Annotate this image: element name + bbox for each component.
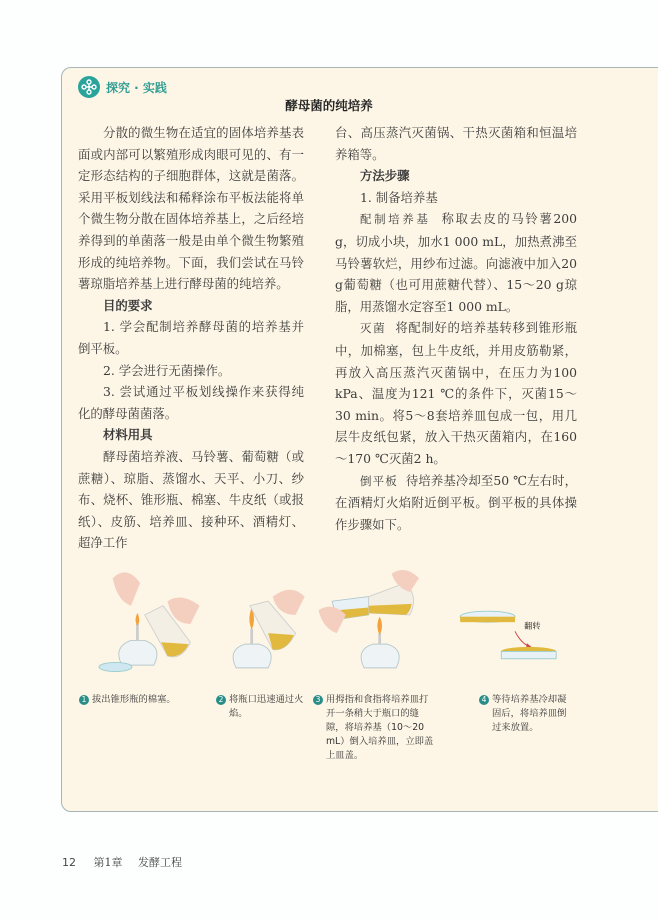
- goal-item: 2. 学会进行无菌操作。: [103, 362, 231, 378]
- step-number-badge: 3: [313, 695, 323, 705]
- pour-text: 待培养基冷却至50 ℃左右时，在酒精灯火焰附近倒平板。倒平板的具体操作步骤如下。: [335, 472, 577, 532]
- materials-heading: 材料用具: [103, 427, 153, 443]
- chapter-title: 发酵工程: [138, 856, 182, 869]
- pouring-plate-illustration: [65, 560, 645, 688]
- steril-label: 灭菌: [360, 321, 387, 336]
- goals-heading: 目的要求: [103, 297, 153, 313]
- network-icon: [78, 76, 100, 98]
- section-label: 探究 · 实践: [106, 80, 167, 95]
- materials-text-cont: 台、高压蒸汽灭菌锅、干热灭菌箱和恒温培养箱等。: [335, 125, 577, 162]
- caption-text: 拔出锥形瓶的棉塞。: [92, 694, 176, 705]
- step-number-badge: 1: [79, 695, 89, 705]
- caption-text: 将瓶口迅速通过火焰。: [229, 694, 304, 719]
- step4-figure: [460, 611, 556, 659]
- page-footer: [62, 854, 182, 870]
- step-number-badge: 4: [479, 695, 489, 705]
- steril-paragraph: [335, 317, 577, 469]
- materials-text: 酵母菌培养液、马铃薯、葡萄糖（或蔗糖）、琼脂、蒸馏水、天平、小刀、纱布、烧杯、锥形瓶、棉塞、牛皮纸（或报纸）、皮筋、培养皿、接种环、酒精灯、超净工作: [78, 448, 304, 551]
- chapter-number: 第1章: [93, 856, 123, 869]
- section-header: [78, 76, 167, 98]
- goal-item: 1. 学会配制培养酵母菌的培养基并倒平板。: [78, 319, 304, 356]
- pour-label: 倒平板: [360, 473, 398, 488]
- left-column: [78, 122, 304, 554]
- pour-paragraph: [335, 470, 577, 536]
- flip-label: 翻转: [524, 620, 541, 631]
- caption-4: [479, 693, 569, 735]
- step2-figure: [233, 590, 305, 668]
- prep-paragraph: [335, 208, 577, 317]
- intro-paragraph: 分散的微生物在适宜的固体培养基表面或内部可以繁殖形成肉眼可见的、有一定形态结构的子细胞群体，这就是菌落。采用平板划线法和稀释涂布平板法能将单个微生物分散在固体培养基上，之后经培养得到的单菌落一般是由单个微生物繁殖形成的纯培养物。下面，我们尝试在马铃薯琼脂培养基上进行酵母菌的纯培养。: [78, 125, 304, 292]
- step1-figure: [99, 572, 200, 671]
- right-column: [335, 122, 577, 535]
- prep-label: 配制培养基: [360, 212, 431, 227]
- step3-figure: [318, 570, 419, 668]
- caption-text: 用拇指和食指将培养皿打开一条稍大于瓶口的缝隙，将培养基（10～20 mL）倒入培养皿，立即盖上皿盖。: [326, 694, 434, 761]
- step-heading: 1. 制备培养基: [360, 189, 438, 205]
- page-number: 12: [62, 856, 76, 869]
- caption-2: [216, 693, 306, 721]
- methods-heading: 方法步骤: [360, 168, 410, 184]
- steril-text: 将配制好的培养基转移到锥形瓶中，加棉塞，包上牛皮纸，并用皮筋勒紧，再放入高压蒸汽灭菌锅中，在压力为100 kPa、温度为121 ℃的条件下，灭菌15～30 min。将5～8套培养皿包成一包，用几层牛皮纸包紧，放入干热灭菌箱内，在160～170 ℃灭菌2 h。: [335, 320, 578, 466]
- step-number-badge: 2: [216, 695, 226, 705]
- goal-item: 3. 尝试通过平板划线操作来获得纯化的酵母菌菌落。: [78, 384, 304, 421]
- caption-text: 等待培养基冷却凝固后，将培养皿倒过来放置。: [492, 694, 567, 733]
- caption-1: [79, 693, 189, 707]
- page-title: 酵母菌的纯培养: [285, 98, 373, 113]
- prep-text: 称取去皮的马铃薯200 g，切成小块，加水1 000 mL，加热煮沸至马铃薯软烂，用纱布过滤。向滤液中加入20 g葡萄糖（也可用蔗糖代替）、15～20 g琼脂，用蒸馏水定容至1 000 mL。: [335, 211, 577, 314]
- caption-3: [313, 693, 437, 763]
